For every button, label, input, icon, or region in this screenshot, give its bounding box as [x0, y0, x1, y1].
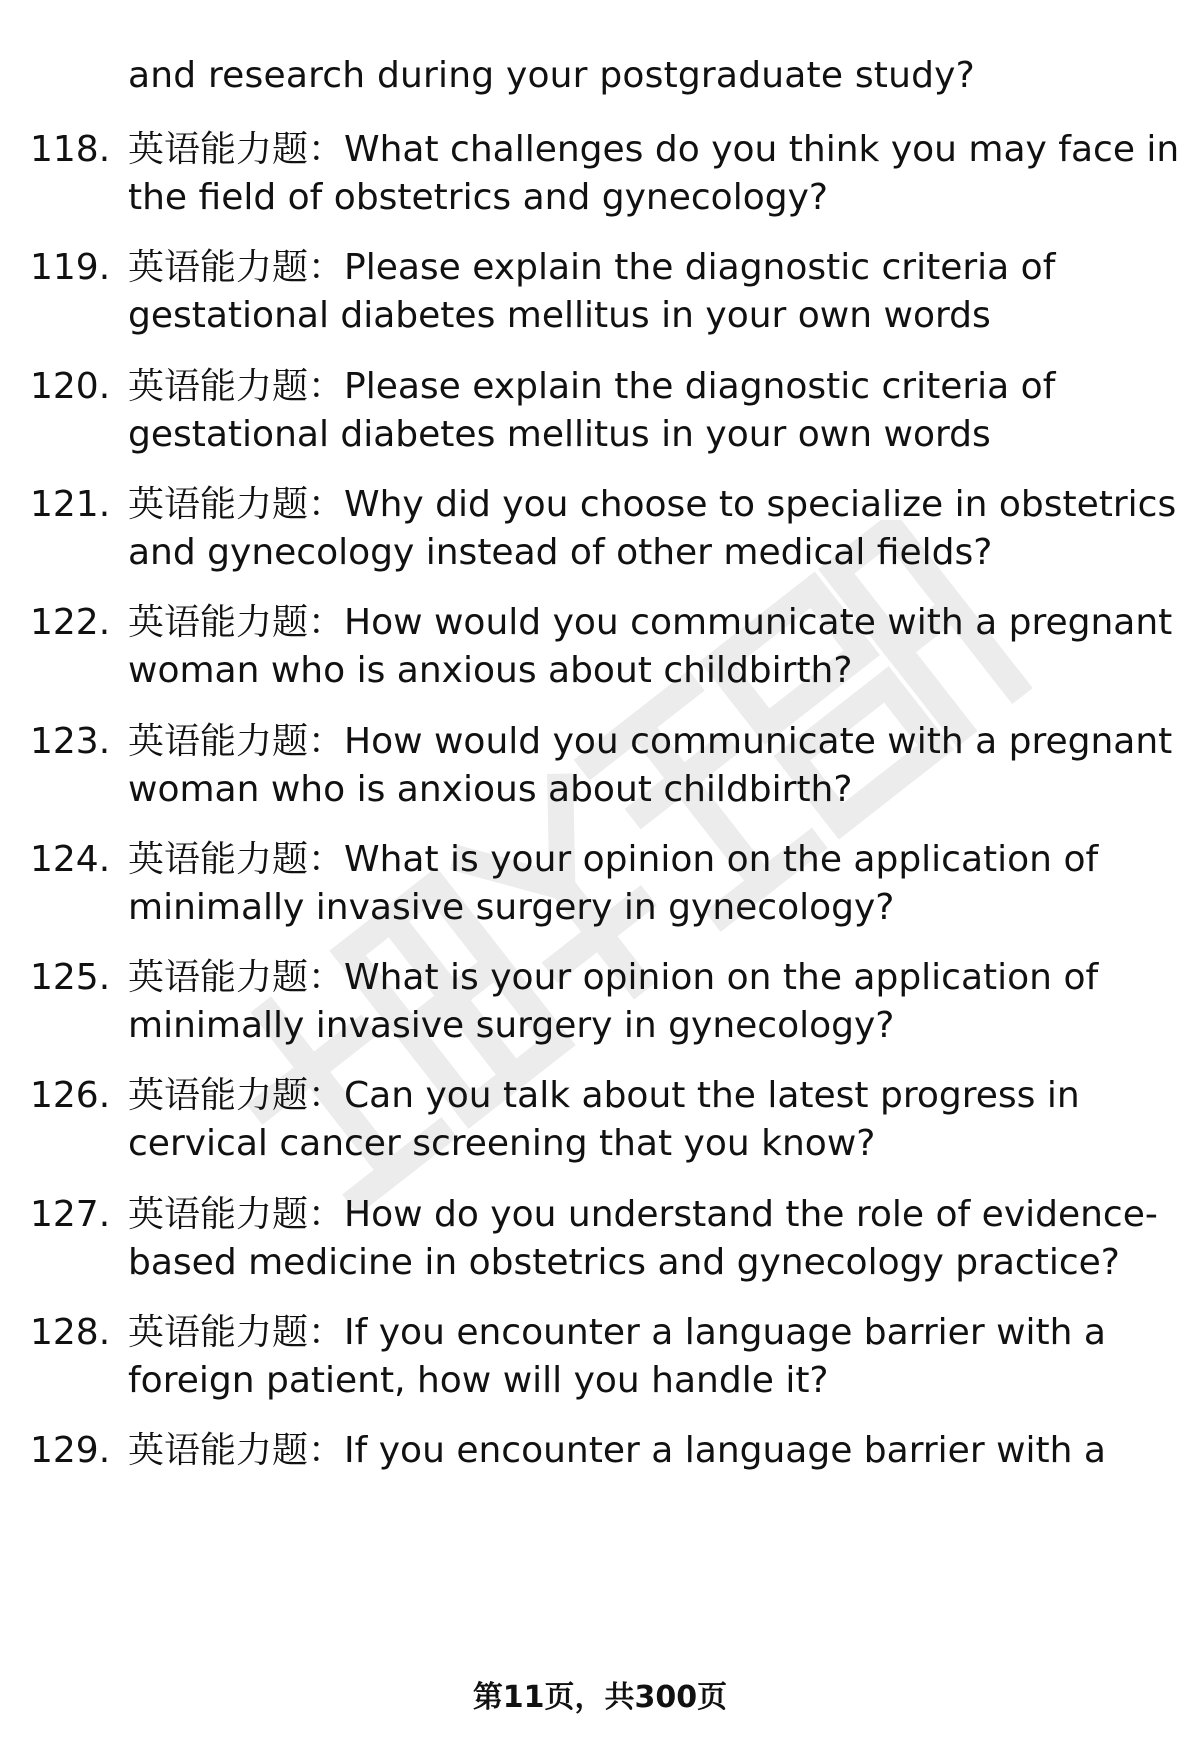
question-number: 129.: [30, 1430, 111, 1471]
question-number: 128.: [30, 1312, 111, 1353]
question-text-line: foreign patient, how will you handle it?: [128, 1360, 829, 1401]
question-text: [128, 836, 1170, 932]
question-text-line: the field of obstetrics and gynecology?: [128, 177, 828, 218]
question-text-line: 英语能力题：Can you talk about the latest progress in: [128, 1075, 1080, 1116]
question-text: [128, 126, 1180, 222]
question-number: 118.: [30, 129, 111, 170]
question-text-line: 英语能力题：If you encounter a language barrier with a: [128, 1312, 1106, 1353]
question-text-line: gestational diabetes mellitus in your own words: [128, 295, 991, 336]
continuation-line: and research during your postgraduate study?: [128, 55, 975, 96]
question-text-line: 英语能力题：What is your opinion on the application of: [128, 957, 1099, 998]
question-text: [128, 954, 1170, 1050]
question-text-line: based medicine in obstetrics and gynecology practice?: [128, 1242, 1120, 1283]
question-text-line: 英语能力题：What challenges do you think you may face in: [128, 129, 1180, 170]
question-number: 126.: [30, 1075, 111, 1116]
question-text: [128, 1191, 1170, 1287]
question-text: [128, 363, 1170, 459]
question-text: [128, 481, 1177, 577]
question-text-line: 英语能力题：What is your opinion on the application of: [128, 839, 1099, 880]
question-text-line: 英语能力题：How would you communicate with a pregnant: [128, 602, 1173, 643]
question-number: 127.: [30, 1194, 111, 1235]
question-text-line: minimally invasive surgery in gynecology?: [128, 1005, 895, 1046]
question-text-line: 英语能力题：Why did you choose to specialize in obstetrics: [128, 484, 1177, 525]
question-text: [128, 1072, 1170, 1168]
question-number: 120.: [30, 366, 111, 407]
question-number: 119.: [30, 247, 111, 288]
question-text-line: 英语能力题：How would you communicate with a pregnant: [128, 721, 1173, 762]
question-text-line: woman who is anxious about childbirth?: [128, 769, 853, 810]
question-text-line: 英语能力题：How do you understand the role of evidence-: [128, 1194, 1158, 1235]
question-text-line: 英语能力题：If you encounter a language barrier with a: [128, 1430, 1106, 1471]
question-text-line: 英语能力题：Please explain the diagnostic criteria of: [128, 366, 1056, 407]
question-text-line: gestational diabetes mellitus in your own words: [128, 414, 991, 455]
question-text-line: 英语能力题：Please explain the diagnostic criteria of: [128, 247, 1056, 288]
question-text-line: woman who is anxious about childbirth?: [128, 650, 853, 691]
question-text: [128, 718, 1173, 814]
question-text: [128, 244, 1170, 340]
question-text: [128, 599, 1173, 695]
question-number: 125.: [30, 957, 111, 998]
question-number: 124.: [30, 839, 111, 880]
question-text-line: minimally invasive surgery in gynecology?: [128, 887, 895, 928]
question-number: 123.: [30, 721, 111, 762]
question-text-line: and gynecology instead of other medical fields?: [128, 532, 993, 573]
question-text: [128, 1309, 1170, 1405]
question-text: [128, 1427, 1170, 1475]
question-text-line: cervical cancer screening that you know?: [128, 1123, 876, 1164]
page-footer: 第11页，共300页: [472, 1680, 728, 1715]
question-number: 122.: [30, 602, 111, 643]
question-number: 121.: [30, 484, 111, 525]
